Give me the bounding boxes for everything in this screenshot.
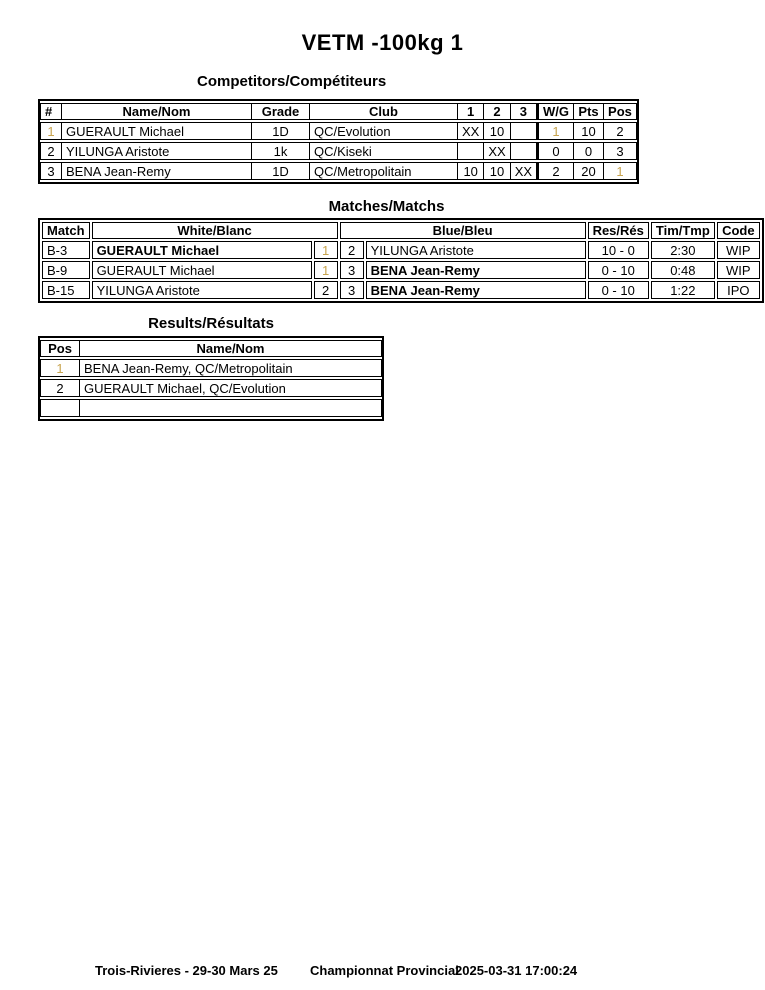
competitor-num: 2 xyxy=(40,142,62,160)
competitor-wins: 1 xyxy=(537,122,574,140)
matches-header-blue: Blue/Bleu xyxy=(340,222,586,239)
competitor-round2-score: 10 xyxy=(484,162,510,180)
competitors-header-round2: 2 xyxy=(484,103,510,120)
match-code: WIP xyxy=(717,241,760,259)
competitor-round2-score: 10 xyxy=(484,122,510,140)
competitor-name: GUERAULT Michael xyxy=(62,122,252,140)
results-header-row xyxy=(40,340,382,357)
match-result: 10 - 0 xyxy=(588,241,649,259)
competitor-grade: 1D xyxy=(252,122,310,140)
result-position: 2 xyxy=(40,379,80,397)
competitor-points: 10 xyxy=(574,122,604,140)
result-name xyxy=(80,399,382,417)
competitor-position: 3 xyxy=(604,142,637,160)
footer-timestamp: 2025-03-31 17:00:24 xyxy=(455,963,578,978)
result-row xyxy=(40,399,382,417)
results-table xyxy=(38,336,384,421)
competitor-round1-score: 10 xyxy=(458,162,484,180)
result-name: GUERAULT Michael, QC/Evolution xyxy=(80,379,382,397)
competitors-header-round1: 1 xyxy=(458,103,484,120)
match-white-num: 2 xyxy=(314,281,338,299)
match-id: B-15 xyxy=(42,281,90,299)
competitors-header-pos: Pos xyxy=(604,103,637,120)
competitor-points: 20 xyxy=(574,162,604,180)
competitor-wins: 0 xyxy=(537,142,574,160)
match-time: 1:22 xyxy=(651,281,715,299)
results-header-pos: Pos xyxy=(40,340,80,357)
match-result: 0 - 10 xyxy=(588,261,649,279)
result-row xyxy=(40,359,382,377)
match-blue-num: 2 xyxy=(340,241,364,259)
matches-header-row xyxy=(42,222,760,239)
match-row xyxy=(42,281,760,299)
result-position: 1 xyxy=(40,359,80,377)
match-blue-name: YILUNGA Aristote xyxy=(366,241,586,259)
results-heading: Results/Résultats xyxy=(148,315,274,332)
competitors-table xyxy=(38,99,639,184)
competitors-header-club: Club xyxy=(310,103,458,120)
competitors-header-grade: Grade xyxy=(252,103,310,120)
footer-event-name: Championnat Provincial xyxy=(310,963,459,978)
matches-header-result: Res/Rés xyxy=(588,222,649,239)
competitor-wins: 2 xyxy=(537,162,574,180)
match-blue-name: BENA Jean-Remy xyxy=(366,261,586,279)
match-white-num: 1 xyxy=(314,261,338,279)
matches-header-time: Tim/Tmp xyxy=(651,222,715,239)
competitor-name: YILUNGA Aristote xyxy=(62,142,252,160)
match-id: B-3 xyxy=(42,241,90,259)
competitor-grade: 1k xyxy=(252,142,310,160)
match-time: 0:48 xyxy=(651,261,715,279)
result-row xyxy=(40,379,382,397)
match-time: 2:30 xyxy=(651,241,715,259)
competitor-row xyxy=(40,122,637,140)
competitor-name: BENA Jean-Remy xyxy=(62,162,252,180)
competitor-num: 1 xyxy=(40,122,62,140)
competitor-club: QC/Evolution xyxy=(310,122,458,140)
competitor-num: 3 xyxy=(40,162,62,180)
competitor-position: 2 xyxy=(604,122,637,140)
footer-event-location: Trois-Rivieres - 29-30 Mars 25 xyxy=(95,963,278,978)
competitor-position: 1 xyxy=(604,162,637,180)
competitor-round1-score: XX xyxy=(458,122,484,140)
competitors-header-name: Name/Nom xyxy=(62,103,252,120)
result-name: BENA Jean-Remy, QC/Metropolitain xyxy=(80,359,382,377)
competitors-header-wg: W/G xyxy=(537,103,574,120)
competitors-heading: Competitors/Compétiteurs xyxy=(197,73,387,90)
match-code: IPO xyxy=(717,281,760,299)
competitor-row xyxy=(40,162,637,180)
match-row xyxy=(42,261,760,279)
competitor-points: 0 xyxy=(574,142,604,160)
matches-header-white: White/Blanc xyxy=(92,222,338,239)
matches-header-match: Match xyxy=(42,222,90,239)
match-white-name: YILUNGA Aristote xyxy=(92,281,312,299)
competitor-grade: 1D xyxy=(252,162,310,180)
competitor-round3-score xyxy=(511,122,537,140)
competitor-round2-score: XX xyxy=(484,142,510,160)
match-blue-num: 3 xyxy=(340,281,364,299)
match-row xyxy=(42,241,760,259)
competitor-club: QC/Kiseki xyxy=(310,142,458,160)
match-code: WIP xyxy=(717,261,760,279)
competitors-header-round3: 3 xyxy=(511,103,537,120)
matches-heading: Matches/Matchs xyxy=(328,198,445,215)
match-white-num: 1 xyxy=(314,241,338,259)
competitors-header-row xyxy=(40,103,637,120)
match-white-name: GUERAULT Michael xyxy=(92,241,312,259)
competitor-row xyxy=(40,142,637,160)
match-id: B-9 xyxy=(42,261,90,279)
competitor-round1-score xyxy=(458,142,484,160)
page-title: VETM -100kg 1 xyxy=(301,30,464,55)
match-result: 0 - 10 xyxy=(588,281,649,299)
matches-table xyxy=(38,218,764,303)
competitors-header-pts: Pts xyxy=(574,103,604,120)
match-blue-name: BENA Jean-Remy xyxy=(366,281,586,299)
competitor-club: QC/Metropolitain xyxy=(310,162,458,180)
competitor-round3-score: XX xyxy=(511,162,537,180)
matches-header-code: Code xyxy=(717,222,760,239)
competitors-header-num: # xyxy=(40,103,62,120)
competitor-round3-score xyxy=(511,142,537,160)
match-blue-num: 3 xyxy=(340,261,364,279)
result-position xyxy=(40,399,80,417)
results-header-name: Name/Nom xyxy=(80,340,382,357)
match-white-name: GUERAULT Michael xyxy=(92,261,312,279)
